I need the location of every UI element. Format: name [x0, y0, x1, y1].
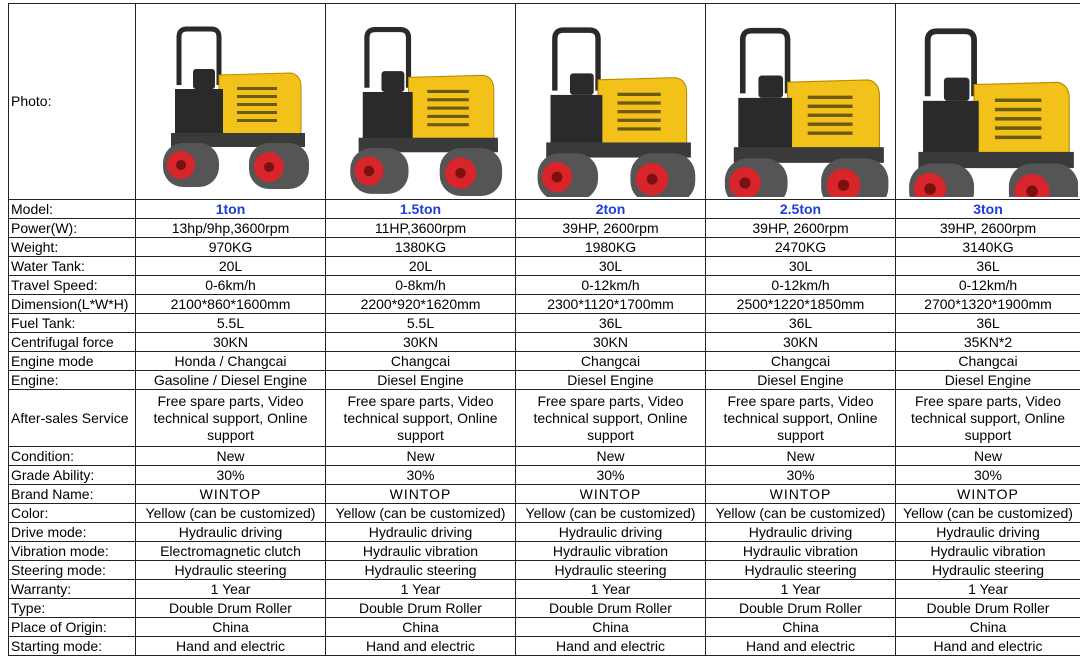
- spec-cell-type: Double Drum Roller: [896, 599, 1080, 618]
- spec-cell-model: 3ton: [896, 200, 1080, 219]
- spec-cell-model: 1.5ton: [326, 200, 516, 219]
- spec-cell-warranty: 1 Year: [326, 580, 516, 599]
- spec-row-centrifugal-force: [9, 333, 1080, 352]
- row-label-power: Power(W):: [9, 219, 136, 238]
- spec-cell-drive-mode: Hydraulic driving: [706, 523, 896, 542]
- spec-cell-warranty: 1 Year: [516, 580, 706, 599]
- spec-cell-dimension: 2200*920*1620mm: [326, 295, 516, 314]
- spec-cell-fuel-tank: 5.5L: [326, 314, 516, 333]
- spec-row-grade-ability: [9, 466, 1080, 485]
- row-label-after-sales: After-sales Service: [9, 390, 136, 447]
- spec-cell-engine-mode: Honda / Changcai: [136, 352, 326, 371]
- spec-row-color: [9, 504, 1080, 523]
- spec-row-dimension: [9, 295, 1080, 314]
- spec-cell-model: 2ton: [516, 200, 706, 219]
- spec-cell-steering-mode: Hydraulic steering: [706, 561, 896, 580]
- spec-cell-after-sales: Free spare parts, Video technical support, Online support: [136, 390, 326, 447]
- photo-row: [9, 4, 1080, 200]
- spec-cell-power: 39HP, 2600rpm: [516, 219, 706, 238]
- spec-cell-centrifugal-force: 30KN: [516, 333, 706, 352]
- spec-cell-brand-name: WINTOP: [136, 485, 326, 504]
- spec-cell-steering-mode: Hydraulic steering: [326, 561, 516, 580]
- spec-cell-starting-mode: Hand and electric: [136, 637, 326, 656]
- spec-cell-vibration-mode: Electromagnetic clutch: [136, 542, 326, 561]
- product-photo-cell: [136, 4, 326, 200]
- spec-cell-place-of-origin: China: [326, 618, 516, 637]
- spec-row-engine-mode: [9, 352, 1080, 371]
- spec-cell-weight: 1980KG: [516, 238, 706, 257]
- row-label-brand-name: Brand Name:: [9, 485, 136, 504]
- spec-cell-centrifugal-force: 35KN*2: [896, 333, 1080, 352]
- spec-cell-starting-mode: Hand and electric: [706, 637, 896, 656]
- spec-cell-model: 2.5ton: [706, 200, 896, 219]
- spec-cell-vibration-mode: Hydraulic vibration: [516, 542, 706, 561]
- row-label-condition: Condition:: [9, 447, 136, 466]
- spec-table: [8, 3, 1080, 656]
- spec-row-place-of-origin: [9, 618, 1080, 637]
- spec-cell-grade-ability: 30%: [896, 466, 1080, 485]
- spec-cell-weight: 1380KG: [326, 238, 516, 257]
- spec-cell-weight: 3140KG: [896, 238, 1080, 257]
- spec-cell-color: Yellow (can be customized): [706, 504, 896, 523]
- spec-cell-drive-mode: Hydraulic driving: [136, 523, 326, 542]
- spec-cell-color: Yellow (can be customized): [516, 504, 706, 523]
- spec-cell-dimension: 2700*1320*1900mm: [896, 295, 1080, 314]
- spec-cell-condition: New: [326, 447, 516, 466]
- spec-cell-warranty: 1 Year: [896, 580, 1080, 599]
- row-label-type: Type:: [9, 599, 136, 618]
- spec-cell-centrifugal-force: 30KN: [136, 333, 326, 352]
- spec-cell-starting-mode: Hand and electric: [326, 637, 516, 656]
- spec-cell-water-tank: 30L: [706, 257, 896, 276]
- row-label-starting-mode: Starting mode:: [9, 637, 136, 656]
- row-label-water-tank: Water Tank:: [9, 257, 136, 276]
- spec-row-drive-mode: [9, 523, 1080, 542]
- row-label-drive-mode: Drive mode:: [9, 523, 136, 542]
- spec-row-warranty: [9, 580, 1080, 599]
- spec-cell-drive-mode: Hydraulic driving: [896, 523, 1080, 542]
- spec-cell-power: 39HP, 2600rpm: [896, 219, 1080, 238]
- row-label-color: Color:: [9, 504, 136, 523]
- spec-cell-engine: Diesel Engine: [896, 371, 1080, 390]
- spec-cell-fuel-tank: 36L: [706, 314, 896, 333]
- spec-cell-engine-mode: Changcai: [326, 352, 516, 371]
- spec-cell-type: Double Drum Roller: [706, 599, 896, 618]
- spec-cell-water-tank: 20L: [326, 257, 516, 276]
- spec-row-fuel-tank: [9, 314, 1080, 333]
- spec-cell-engine: Diesel Engine: [326, 371, 516, 390]
- spec-cell-color: Yellow (can be customized): [896, 504, 1080, 523]
- spec-cell-travel-speed: 0-12km/h: [516, 276, 706, 295]
- spec-cell-travel-speed: 0-12km/h: [706, 276, 896, 295]
- spec-row-weight: [9, 238, 1080, 257]
- row-label-vibration-mode: Vibration mode:: [9, 542, 136, 561]
- spec-cell-grade-ability: 30%: [326, 466, 516, 485]
- spec-cell-travel-speed: 0-6km/h: [136, 276, 326, 295]
- spec-cell-warranty: 1 Year: [136, 580, 326, 599]
- spec-cell-vibration-mode: Hydraulic vibration: [896, 542, 1080, 561]
- spec-row-engine: [9, 371, 1080, 390]
- spec-cell-grade-ability: 30%: [136, 466, 326, 485]
- row-label-photo: Photo:: [9, 4, 136, 200]
- spec-cell-dimension: 2300*1120*1700mm: [516, 295, 706, 314]
- product-photo-cell: [896, 4, 1080, 200]
- spec-cell-fuel-tank: 5.5L: [136, 314, 326, 333]
- spec-cell-engine: Diesel Engine: [516, 371, 706, 390]
- spec-cell-steering-mode: Hydraulic steering: [136, 561, 326, 580]
- row-label-engine: Engine:: [9, 371, 136, 390]
- spec-cell-power: 39HP, 2600rpm: [706, 219, 896, 238]
- spec-cell-centrifugal-force: 30KN: [706, 333, 896, 352]
- spec-cell-condition: New: [706, 447, 896, 466]
- spec-cell-engine: Diesel Engine: [706, 371, 896, 390]
- road-roller-photo: [331, 7, 511, 197]
- row-label-fuel-tank: Fuel Tank:: [9, 314, 136, 333]
- row-label-centrifugal-force: Centrifugal force: [9, 333, 136, 352]
- spec-row-condition: [9, 447, 1080, 466]
- spec-row-water-tank: [9, 257, 1080, 276]
- spec-cell-after-sales: Free spare parts, Video technical support, Online support: [516, 390, 706, 447]
- spec-cell-vibration-mode: Hydraulic vibration: [326, 542, 516, 561]
- spec-row-brand-name: [9, 485, 1080, 504]
- spec-cell-brand-name: WINTOP: [516, 485, 706, 504]
- spec-cell-type: Double Drum Roller: [516, 599, 706, 618]
- road-roller-photo: [711, 7, 891, 197]
- spec-cell-water-tank: 30L: [516, 257, 706, 276]
- spec-cell-engine-mode: Changcai: [706, 352, 896, 371]
- spec-cell-place-of-origin: China: [896, 618, 1080, 637]
- spec-cell-drive-mode: Hydraulic driving: [326, 523, 516, 542]
- spec-cell-dimension: 2100*860*1600mm: [136, 295, 326, 314]
- product-photo-cell: [706, 4, 896, 200]
- spec-cell-power: 11HP,3600rpm: [326, 219, 516, 238]
- spec-cell-weight: 2470KG: [706, 238, 896, 257]
- spec-cell-after-sales: Free spare parts, Video technical support, Online support: [706, 390, 896, 447]
- spec-cell-water-tank: 20L: [136, 257, 326, 276]
- spec-cell-steering-mode: Hydraulic steering: [516, 561, 706, 580]
- spec-cell-condition: New: [136, 447, 326, 466]
- spec-cell-travel-speed: 0-12km/h: [896, 276, 1080, 295]
- row-label-travel-speed: Travel Speed:: [9, 276, 136, 295]
- spec-cell-type: Double Drum Roller: [136, 599, 326, 618]
- row-label-dimension: Dimension(L*W*H): [9, 295, 136, 314]
- product-photo-cell: [516, 4, 706, 200]
- spec-cell-weight: 970KG: [136, 238, 326, 257]
- row-label-weight: Weight:: [9, 238, 136, 257]
- spec-cell-after-sales: Free spare parts, Video technical support, Online support: [896, 390, 1080, 447]
- row-label-grade-ability: Grade Ability:: [9, 466, 136, 485]
- spec-cell-water-tank: 36L: [896, 257, 1080, 276]
- row-label-steering-mode: Steering mode:: [9, 561, 136, 580]
- spec-cell-place-of-origin: China: [516, 618, 706, 637]
- spec-cell-vibration-mode: Hydraulic vibration: [706, 542, 896, 561]
- row-label-model: Model:: [9, 200, 136, 219]
- spec-cell-type: Double Drum Roller: [326, 599, 516, 618]
- spec-row-steering-mode: [9, 561, 1080, 580]
- spec-row-starting-mode: [9, 637, 1080, 656]
- spec-cell-starting-mode: Hand and electric: [896, 637, 1080, 656]
- spec-cell-condition: New: [516, 447, 706, 466]
- spec-cell-condition: New: [896, 447, 1080, 466]
- spec-cell-brand-name: WINTOP: [896, 485, 1080, 504]
- row-label-place-of-origin: Place of Origin:: [9, 618, 136, 637]
- road-roller-photo: [898, 7, 1078, 197]
- spec-cell-warranty: 1 Year: [706, 580, 896, 599]
- spec-cell-engine-mode: Changcai: [516, 352, 706, 371]
- spec-cell-fuel-tank: 36L: [896, 314, 1080, 333]
- spec-row-travel-speed: [9, 276, 1080, 295]
- spec-cell-grade-ability: 30%: [706, 466, 896, 485]
- spec-row-model: [9, 200, 1080, 219]
- spec-cell-drive-mode: Hydraulic driving: [516, 523, 706, 542]
- road-roller-photo: [521, 7, 701, 197]
- spec-cell-starting-mode: Hand and electric: [516, 637, 706, 656]
- spec-cell-travel-speed: 0-8km/h: [326, 276, 516, 295]
- spec-cell-dimension: 2500*1220*1850mm: [706, 295, 896, 314]
- spec-row-power: [9, 219, 1080, 238]
- spec-cell-centrifugal-force: 30KN: [326, 333, 516, 352]
- spec-cell-color: Yellow (can be customized): [136, 504, 326, 523]
- spec-cell-grade-ability: 30%: [516, 466, 706, 485]
- spec-cell-brand-name: WINTOP: [326, 485, 516, 504]
- spec-cell-place-of-origin: China: [706, 618, 896, 637]
- spec-cell-steering-mode: Hydraulic steering: [896, 561, 1080, 580]
- spec-cell-color: Yellow (can be customized): [326, 504, 516, 523]
- spec-cell-after-sales: Free spare parts, Video technical support, Online support: [326, 390, 516, 447]
- row-label-engine-mode: Engine mode: [9, 352, 136, 371]
- spec-cell-model: 1ton: [136, 200, 326, 219]
- spec-row-after-sales: [9, 390, 1080, 447]
- spec-cell-fuel-tank: 36L: [516, 314, 706, 333]
- spec-cell-engine-mode: Changcai: [896, 352, 1080, 371]
- spec-row-type: [9, 599, 1080, 618]
- road-roller-photo: [141, 7, 321, 197]
- spec-row-vibration-mode: [9, 542, 1080, 561]
- row-label-warranty: Warranty:: [9, 580, 136, 599]
- product-photo-cell: [326, 4, 516, 200]
- spec-cell-power: 13hp/9hp,3600rpm: [136, 219, 326, 238]
- spec-cell-place-of-origin: China: [136, 618, 326, 637]
- spec-cell-engine: Gasoline / Diesel Engine: [136, 371, 326, 390]
- spec-cell-brand-name: WINTOP: [706, 485, 896, 504]
